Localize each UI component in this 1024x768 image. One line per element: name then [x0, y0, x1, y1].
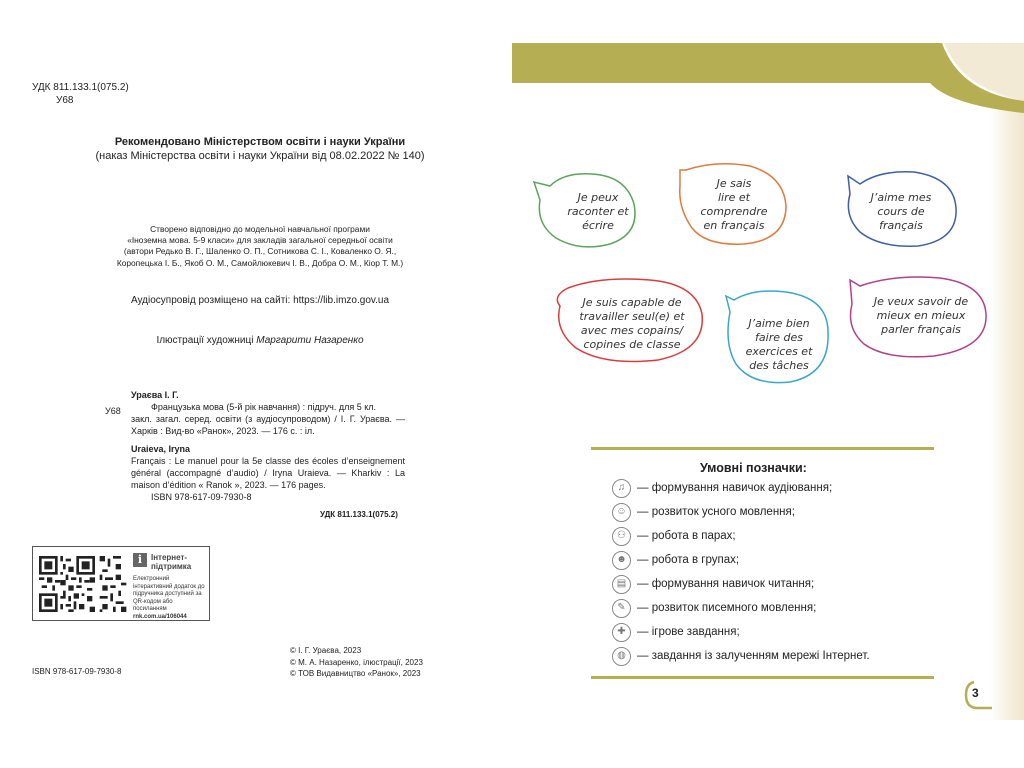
internet-support-box — [32, 546, 210, 621]
bubble-line: lire et — [718, 191, 750, 204]
legend-text: — ігрове завдання; — [637, 626, 740, 638]
qr-code-icon — [99, 556, 127, 612]
udk-block — [32, 81, 129, 107]
catalog-record — [105, 389, 405, 503]
recommendation — [80, 135, 440, 163]
bubble-line: écrire — [582, 219, 614, 232]
copyright-line: © ТОВ Видавництво «Ранок», 2023 — [290, 669, 421, 678]
legend-text: — завдання із залученням мережі Інтернет. — [637, 650, 870, 662]
bubble-line: en français — [703, 219, 765, 232]
program-line: «Іноземна мова. 5-9 класи» для закладів загальної середньої освіти — [127, 235, 393, 246]
speech-bubble — [690, 177, 778, 233]
isbn-bottom: ISBN 978-617-09-7930-8 — [32, 667, 122, 676]
headphones-icon: ♫ — [612, 479, 631, 498]
legend-divider-top — [591, 447, 934, 450]
bubble-line: Je peux — [577, 191, 619, 204]
speech-bubble — [734, 317, 824, 373]
bubble-line: avec mes copains/ — [580, 324, 684, 337]
illustrator-prefix: Ілюстрації художниці — [156, 335, 257, 346]
program-line: (автори Редько В. Г., Шаленко О. П., Сотникова С. І., Коваленко О. Я., — [123, 246, 397, 257]
qr-code-icon[interactable] — [39, 556, 95, 612]
bubble-line: mieux en mieux — [876, 309, 966, 322]
legend-item — [612, 574, 814, 594]
bubble-line: J’aime bien — [748, 317, 810, 330]
legend-text: — формування навичок читання; — [637, 578, 815, 590]
legend-text: — формування навичок аудіювання; — [637, 482, 833, 494]
legend-item — [612, 478, 832, 498]
support-title-line: Інтернет- — [151, 553, 188, 562]
header-curve-decoration — [930, 43, 1024, 113]
audio-info: Аудіосупровід розміщено на сайті: https://lib.imzo.gov.ua — [130, 295, 390, 306]
udk-code: УДК 811.133.1(075.2) — [32, 82, 129, 93]
speech-bubble — [858, 191, 944, 233]
legend-item — [612, 550, 739, 570]
legend-text: — розвиток писемного мовлення; — [637, 602, 817, 614]
legend-item — [612, 622, 740, 642]
bubble-line: raconter et — [567, 205, 629, 218]
catalog-code: У68 — [105, 406, 121, 416]
bubble-line: exercices et — [745, 345, 813, 358]
pen-icon: ✎ — [612, 599, 631, 618]
bubble-line: parler français — [881, 323, 961, 336]
bubble-line: J’aime mes — [870, 191, 932, 204]
catalog-desc-fr: Français : Le manuel pour la 5e classe des écoles d’enseignement général (accompagné d’audio) / Iryna Uraieva. — Kharkiv : La maison d’édition « Ranok », 2023. — 176 pages. — [131, 456, 405, 490]
bubble-line: copines de classe — [583, 338, 681, 351]
support-title — [151, 553, 191, 571]
group-icon: ☻ — [612, 551, 631, 570]
recommendation-order: (наказ Міністерства освіти і науки України від 08.02.2022 № 140) — [95, 150, 425, 162]
bubble-line: des tâches — [749, 359, 809, 372]
copyrights — [290, 645, 423, 680]
author-mark: У68 — [56, 95, 74, 106]
book-icon: ▤ — [612, 575, 631, 594]
speech-bubble — [858, 295, 984, 337]
recommendation-title: Рекомендовано Міністерством освіти і науки України — [114, 136, 406, 148]
program-line: Коропецька І. Б., Якоб О. М., Самойлюкевич І. В., Добра О. М., Кіор Т. М.) — [116, 257, 404, 268]
support-description — [133, 576, 207, 621]
bubble-line: faire des — [755, 331, 803, 344]
support-text: Електронний інтерактивний додаток до підручника доступний за QR-кодом або посиланням — [133, 576, 205, 612]
illustrator-info — [90, 335, 430, 346]
globe-icon: ◍ — [612, 647, 631, 666]
speech-bubble — [558, 191, 638, 233]
legend-item — [612, 526, 736, 546]
bubble-line: Je veux savoir de — [873, 295, 969, 308]
support-title-line: підтримка — [151, 562, 192, 571]
legend-item — [612, 646, 870, 666]
program-line: Створено відповідно до модельної навчальної програми — [150, 224, 370, 234]
legend-item — [612, 502, 795, 522]
catalog-desc-ua-first: Французька мова (5-й рік навчання) : підруч. для 5 кл. — [151, 402, 377, 412]
bubble-line: comprendre — [700, 205, 768, 218]
legend-title: Умовні позначки: — [700, 461, 807, 475]
legend-divider-bottom — [591, 676, 934, 679]
catalog-isbn: ISBN 978-617-09-7930-8 — [151, 492, 252, 502]
header-band — [512, 43, 942, 83]
legend-item — [612, 598, 816, 618]
page-number: 3 — [972, 686, 979, 700]
illustrator-name: Маргарити Назаренко — [256, 335, 364, 346]
info-icon: i — [133, 553, 147, 567]
puzzle-icon: ✚ — [612, 623, 631, 642]
bubble-line: travailler seul(e) et — [579, 310, 685, 323]
copyright-line: © І. Г. Ураєва, 2023 — [290, 646, 362, 655]
bubble-line: Je sais — [716, 177, 752, 190]
udk-footer: УДК 811.133.1(075.2) — [320, 510, 398, 519]
speech-icon: ☺ — [612, 503, 631, 522]
bubble-line: français — [879, 219, 923, 232]
bubble-line: Je suis capable de — [582, 296, 682, 309]
speech-bubble — [564, 296, 700, 352]
bubble-line: cours de — [877, 205, 925, 218]
catalog-author-fr: Uraieva, Iryna — [131, 444, 191, 454]
support-link[interactable]: rnk.com.ua/106044 — [133, 613, 187, 620]
copyright-line: © М. А. Назаренко, ілюстрації, 2023 — [290, 657, 423, 667]
catalog-author-ua: Ураєва І. Г. — [131, 390, 179, 400]
legend-text: — розвиток усного мовлення; — [637, 506, 795, 518]
catalog-desc-ua: закл. загал. серед. освіти (з аудіосупроводом) / І. Г. Ураєва. — Харків : Вид-во «Ранок», 2023. — 176 с. : іл. — [131, 414, 405, 436]
pair-icon: ⚇ — [612, 527, 631, 546]
legend-text: — робота в парах; — [637, 530, 736, 542]
program-info — [100, 224, 420, 269]
legend-text: — робота в групах; — [637, 554, 740, 566]
